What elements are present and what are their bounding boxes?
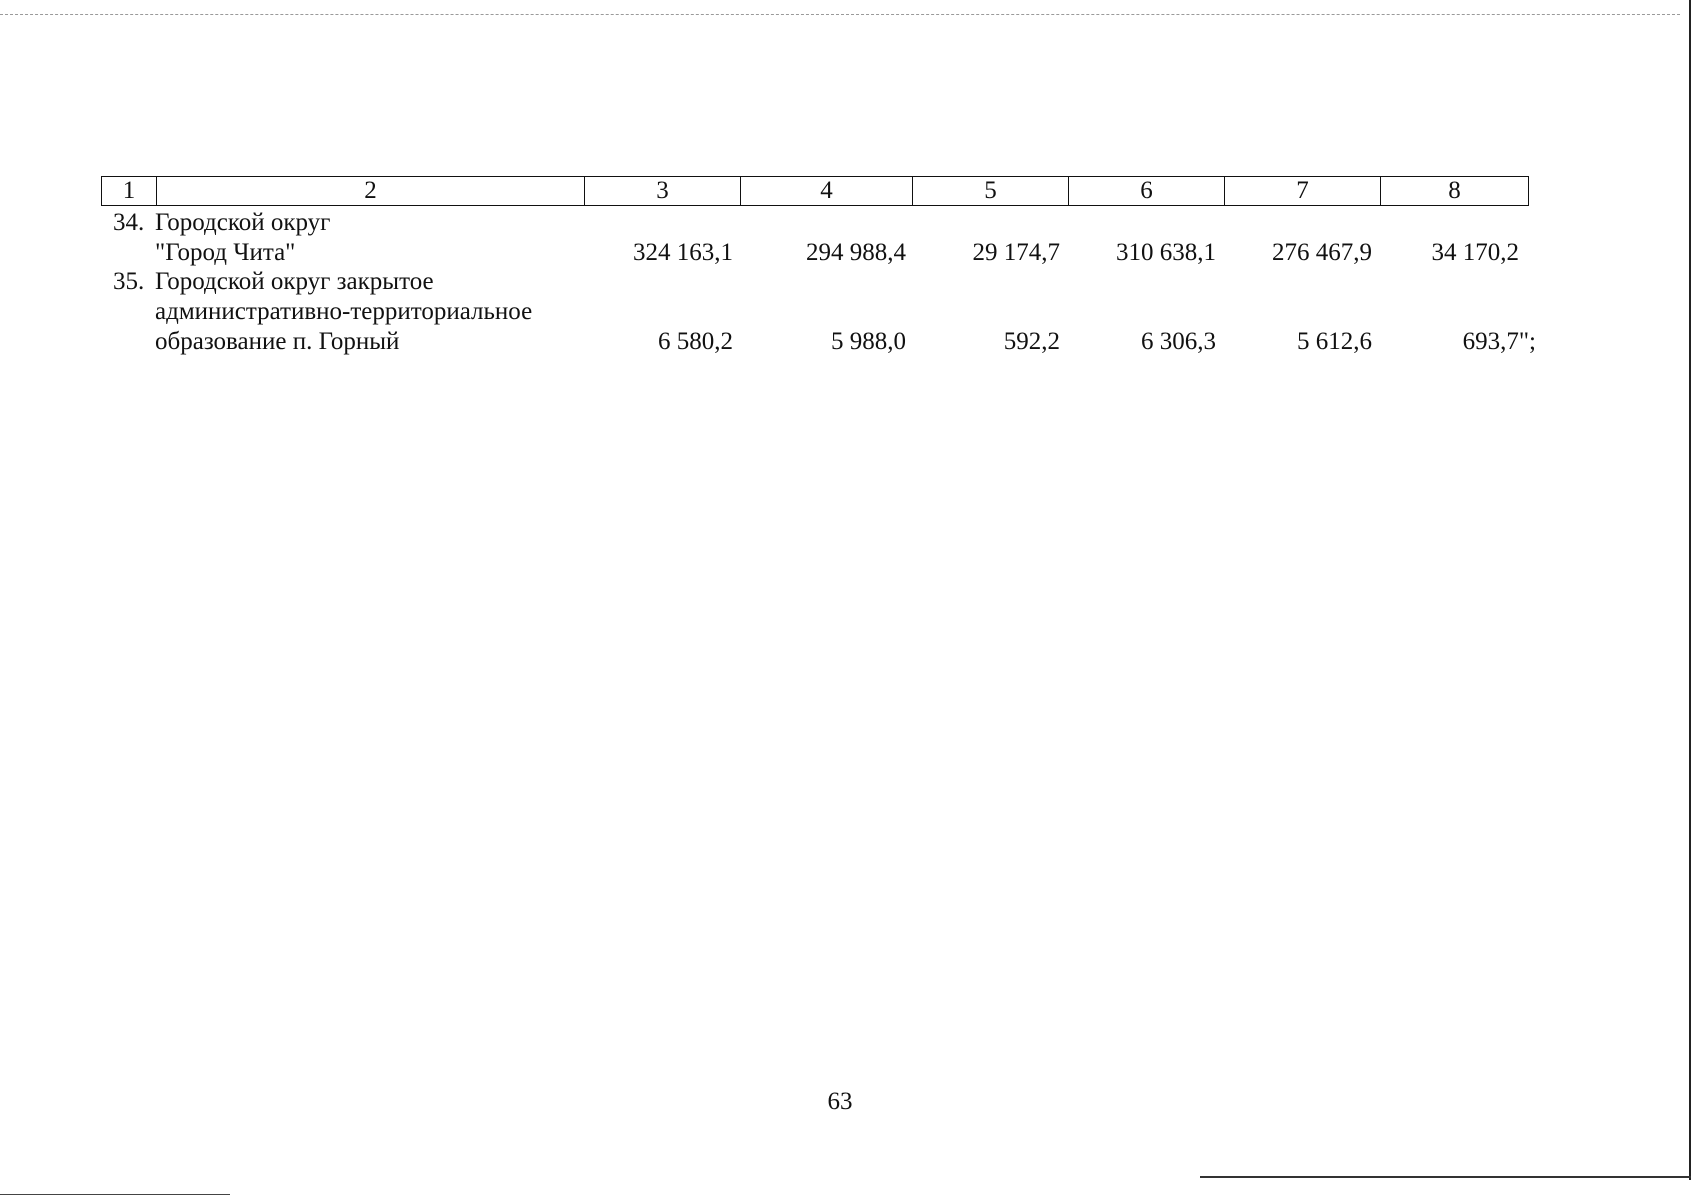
header-cell-6: 6	[1069, 177, 1225, 206]
header-cell-4: 4	[741, 177, 913, 206]
header-cell-8: 8	[1381, 177, 1529, 206]
row-name-line: образование п. Горный	[155, 328, 400, 355]
header-cell-3: 3	[585, 177, 741, 206]
header-cell-2: 2	[157, 177, 585, 206]
header-row	[102, 177, 1529, 206]
value-col-3: 324 163,1	[633, 239, 733, 266]
value-col-3: 6 580,2	[658, 328, 733, 355]
value-col-7: 276 467,9	[1272, 239, 1372, 266]
scan-edge-top	[0, 14, 1680, 15]
scan-edge-right	[1689, 0, 1691, 1180]
value-col-6: 310 638,1	[1116, 239, 1216, 266]
row-name-line: Городской округ	[155, 209, 331, 236]
value-col-5: 29 174,7	[972, 239, 1060, 266]
row-number: 34.	[113, 209, 145, 236]
row-number: 35.	[113, 268, 145, 295]
header-cell-7: 7	[1225, 177, 1381, 206]
column-number-header	[101, 176, 1529, 206]
value-col-8: 693,7";	[1462, 328, 1536, 355]
table-row	[0, 267, 1698, 357]
row-name-line: Городской округ закрытое	[155, 268, 434, 295]
value-col-4: 5 988,0	[831, 328, 906, 355]
value-col-6: 6 306,3	[1141, 328, 1216, 355]
value-col-8: 34 170,2	[1431, 239, 1519, 266]
header-cell-1: 1	[102, 177, 157, 206]
table-row	[0, 208, 1698, 268]
scan-edge-bottom-left	[0, 1194, 230, 1195]
value-col-7: 5 612,6	[1297, 328, 1372, 355]
value-col-5: 592,2	[1003, 328, 1060, 355]
header-cell-5: 5	[913, 177, 1069, 206]
page-number: 63	[827, 1088, 853, 1115]
row-name-line: "Город Чита"	[155, 239, 296, 266]
value-col-4: 294 988,4	[806, 239, 906, 266]
scan-edge-bottom	[1200, 1176, 1691, 1178]
row-name-line: административно-территориальное	[155, 298, 533, 325]
